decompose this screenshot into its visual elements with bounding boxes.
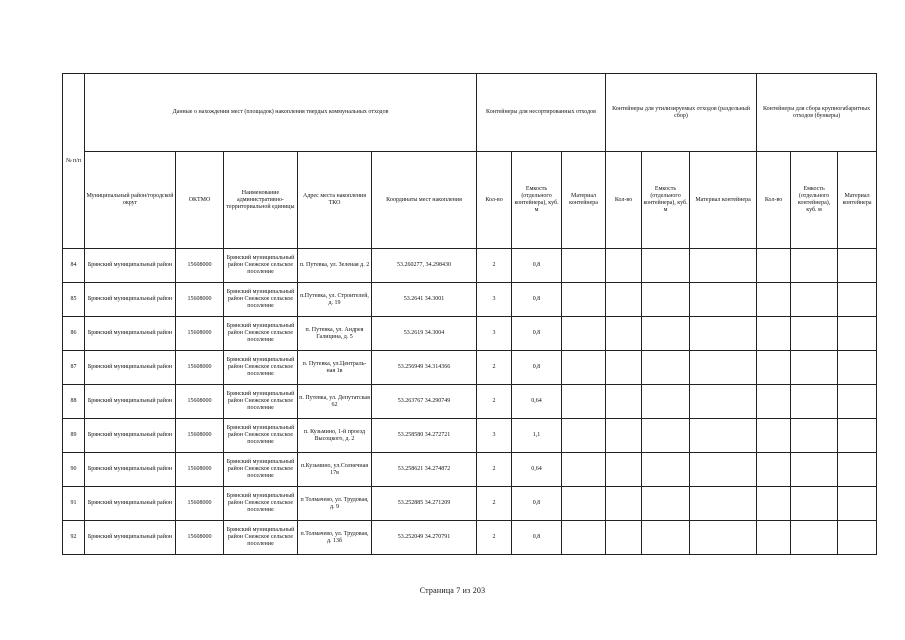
row-empty-cell [690,419,757,453]
row-empty-cell [642,487,690,521]
row-empty-cell [562,283,606,317]
page-number: Страница 7 из 203 [419,586,486,595]
header-district: Муниципальный район/городской округ [85,152,176,249]
row-empty-cell [562,249,606,283]
row-empty-cell [642,351,690,385]
row-capacity: 0,8 [512,351,562,385]
row-empty-cell [606,249,642,283]
row-address: п Толмачево, ул. Трудовая, д. 9 [298,487,372,521]
row-num: 86 [63,317,85,351]
row-count: 2 [477,453,512,487]
row-empty-cell [690,453,757,487]
row-address: п. Путевка, ул. Зеленая д. 2 [298,249,372,283]
row-capacity: 0,8 [512,487,562,521]
row-oktmo: 15608000 [176,453,224,487]
row-empty-cell [562,419,606,453]
row-admin-unit: Брянский муниципальный район Снежское сельское поселение [224,385,298,419]
row-count: 2 [477,351,512,385]
row-capacity: 0,8 [512,521,562,555]
row-empty-cell [642,385,690,419]
table-row [63,521,877,555]
row-coords: 53.2641 34.3001 [372,283,477,317]
row-empty-cell [690,249,757,283]
row-district: Брянский муниципальный район [85,453,176,487]
row-num: 89 [63,419,85,453]
row-empty-cell [757,385,791,419]
row-address: п. Путевка, ул. Андрея Галицина, д. 5 [298,317,372,351]
header-address: Адрес места накопления ТКО [298,152,372,249]
row-num: 84 [63,249,85,283]
row-capacity: 0,64 [512,453,562,487]
row-empty-cell [606,283,642,317]
row-coords: 53.258580 34.272721 [372,419,477,453]
row-empty-cell [757,283,791,317]
row-district: Брянский муниципальный район [85,487,176,521]
row-address: п.Путевка, ул. Строителей, д. 19 [298,283,372,317]
row-empty-cell [791,521,838,555]
row-empty-cell [757,487,791,521]
row-oktmo: 15608000 [176,283,224,317]
row-count: 3 [477,419,512,453]
row-empty-cell [642,283,690,317]
row-empty-cell [791,419,838,453]
header-unsorted-material: Материал контейнера [562,152,606,249]
row-oktmo: 15608000 [176,487,224,521]
row-admin-unit: Брянский муниципальный район Снежское сельское поселение [224,317,298,351]
row-num: 90 [63,453,85,487]
header-group-separate: Контейнеры для утилизируемых отходов (раздельный сбор) [606,74,757,152]
header-separate-capacity: Емкость (отдельного контейнера), куб. м [642,152,690,249]
row-oktmo: 15608000 [176,317,224,351]
row-empty-cell [562,453,606,487]
row-empty-cell [642,453,690,487]
row-empty-cell [606,487,642,521]
row-num: 92 [63,521,85,555]
row-empty-cell [838,317,877,351]
row-count: 2 [477,249,512,283]
row-empty-cell [791,453,838,487]
row-oktmo: 15608000 [176,351,224,385]
row-empty-cell [791,317,838,351]
row-empty-cell [838,385,877,419]
row-coords: 53.260277, 34.298430 [372,249,477,283]
row-capacity: 0,64 [512,385,562,419]
row-coords: 53.252885 34.271209 [372,487,477,521]
row-district: Брянский муниципальный район [85,419,176,453]
table-row [63,453,877,487]
table-row [63,385,877,419]
row-empty-cell [642,521,690,555]
row-empty-cell [606,453,642,487]
row-empty-cell [791,283,838,317]
row-num: 88 [63,385,85,419]
header-unsorted-capacity: Емкость (отдельного контейнера), куб. м [512,152,562,249]
row-empty-cell [562,521,606,555]
row-empty-cell [791,249,838,283]
row-empty-cell [606,351,642,385]
row-empty-cell [757,249,791,283]
row-empty-cell [690,283,757,317]
row-empty-cell [791,351,838,385]
row-empty-cell [642,419,690,453]
row-empty-cell [757,521,791,555]
header-coords: Координаты мест накопления [372,152,477,249]
row-empty-cell [838,283,877,317]
table-row [63,419,877,453]
row-address: п. Путевка, ул.Централь-ная 1в [298,351,372,385]
row-empty-cell [838,419,877,453]
row-num: 91 [63,487,85,521]
row-coords: 53.258621 34.274872 [372,453,477,487]
table-row [63,487,877,521]
row-coords: 53.263767 34.290749 [372,385,477,419]
row-admin-unit: Брянский муниципальный район Снежское сельское поселение [224,351,298,385]
header-admin-unit: Наименование административно-территориальной единицы [224,152,298,249]
row-oktmo: 15608000 [176,521,224,555]
table-row [63,249,877,283]
row-address: п.Кузьмино, ул.Солнечная 17в [298,453,372,487]
row-empty-cell [606,419,642,453]
row-empty-cell [642,317,690,351]
row-empty-cell [562,351,606,385]
row-empty-cell [562,487,606,521]
row-district: Брянский муниципальный район [85,385,176,419]
row-empty-cell [690,487,757,521]
header-bulky-count: Кол-во [757,152,791,249]
row-empty-cell [690,317,757,351]
row-oktmo: 15608000 [176,419,224,453]
row-capacity: 0,8 [512,317,562,351]
header-bulky-capacity: Емкость (отдельного контейнера), куб. м [791,152,838,249]
row-empty-cell [838,487,877,521]
row-district: Брянский муниципальный район [85,317,176,351]
row-empty-cell [791,487,838,521]
row-empty-cell [642,249,690,283]
row-empty-cell [757,351,791,385]
row-oktmo: 15608000 [176,385,224,419]
header-group-unsorted: Контейнеры для несортированных отходов [477,74,606,152]
row-address: п. Путевка, ул. Депутатская 62 [298,385,372,419]
row-coords: 53.252049 34.270791 [372,521,477,555]
header-separate-count: Кол-во [606,152,642,249]
row-empty-cell [838,249,877,283]
row-empty-cell [690,351,757,385]
row-capacity: 0,8 [512,249,562,283]
row-admin-unit: Брянский муниципальный район Снежское сельское поселение [224,419,298,453]
row-empty-cell [606,385,642,419]
row-count: 2 [477,385,512,419]
row-empty-cell [690,521,757,555]
row-district: Брянский муниципальный район [85,283,176,317]
row-capacity: 0,8 [512,283,562,317]
table-row [63,317,877,351]
row-count: 3 [477,283,512,317]
row-admin-unit: Брянский муниципальный район Снежское сельское поселение [224,521,298,555]
header-separate-material: Материал контейнера [690,152,757,249]
row-empty-cell [757,419,791,453]
header-oktmo: ОКТМО [176,152,224,249]
row-district: Брянский муниципальный район [85,521,176,555]
row-admin-unit: Брянский муниципальный район Снежское сельское поселение [224,487,298,521]
row-empty-cell [838,351,877,385]
row-district: Брянский муниципальный район [85,351,176,385]
row-num: 87 [63,351,85,385]
row-num: 85 [63,283,85,317]
row-count: 2 [477,487,512,521]
header-unsorted-count: Кол-во [477,152,512,249]
header-num: № п/п [63,74,85,249]
row-empty-cell [838,521,877,555]
header-group-bulky: Контейнеры для сбора крупногабаритных отходов (бункеры) [757,74,877,152]
table-row [63,283,877,317]
row-empty-cell [838,453,877,487]
row-address: п.Толмачево, ул. Трудовая, д. 13б [298,521,372,555]
row-empty-cell [757,317,791,351]
row-empty-cell [562,317,606,351]
row-admin-unit: Брянский муниципальный район Снежское сельское поселение [224,453,298,487]
row-address: п. Кузьмино, 1-й проезд Высоцкого, д. 2 [298,419,372,453]
header-group-location: Данные о нахождении мест (площадок) накопления твердых коммунальных отходов [85,74,477,152]
waste-sites-table [62,73,877,555]
row-coords: 53.256949 34.314366 [372,351,477,385]
row-district: Брянский муниципальный район [85,249,176,283]
row-oktmo: 15608000 [176,249,224,283]
row-count: 3 [477,317,512,351]
table-row [63,351,877,385]
row-empty-cell [791,385,838,419]
row-coords: 53.2619 34.3004 [372,317,477,351]
row-empty-cell [562,385,606,419]
row-admin-unit: Брянский муниципальный район Снежское сельское поселение [224,283,298,317]
row-empty-cell [757,453,791,487]
row-count: 2 [477,521,512,555]
row-empty-cell [606,317,642,351]
row-empty-cell [690,385,757,419]
row-capacity: 1,1 [512,419,562,453]
header-bulky-material: Материал контейнера [838,152,877,249]
row-admin-unit: Брянский муниципальный район Снежское сельское поселение [224,249,298,283]
row-empty-cell [606,521,642,555]
